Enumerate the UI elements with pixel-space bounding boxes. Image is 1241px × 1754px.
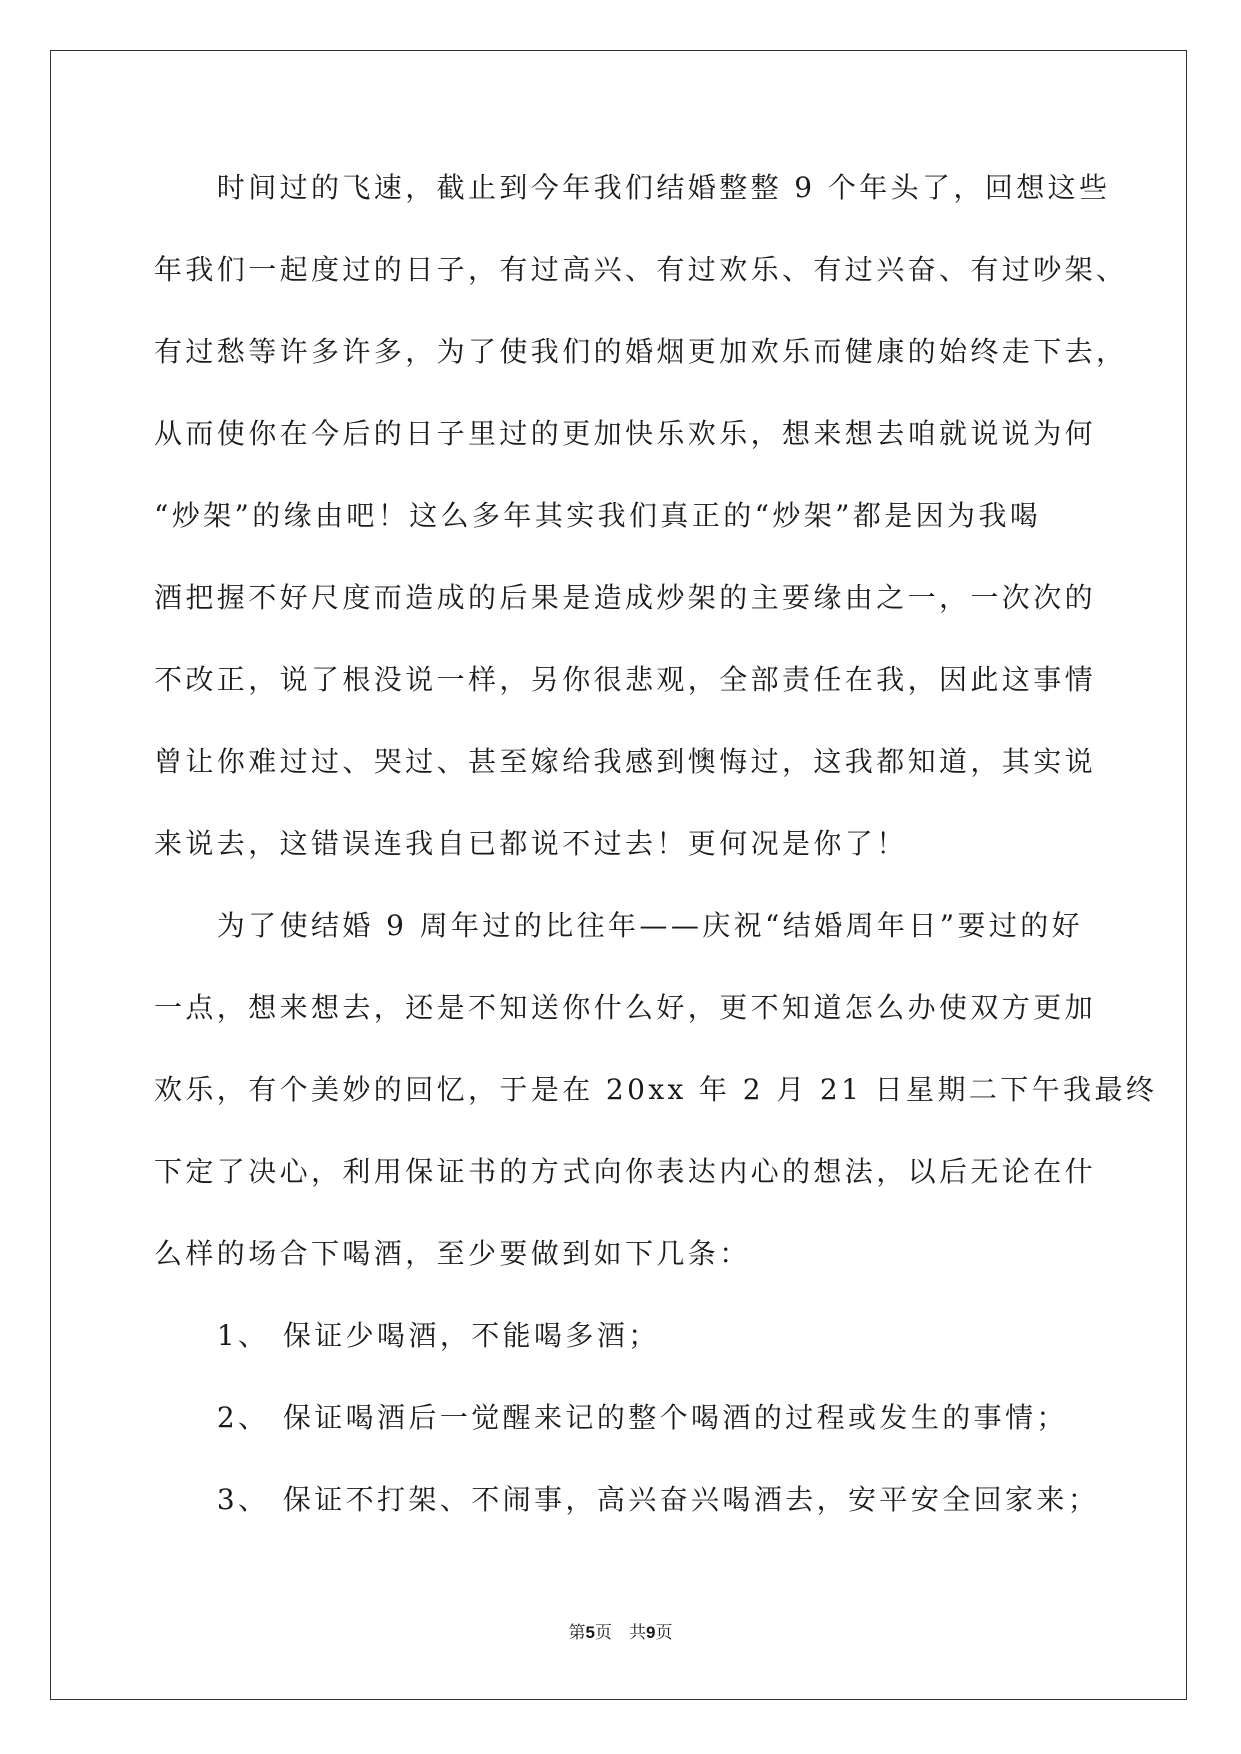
list-item: [154, 1394, 1094, 1476]
list-item-number: 3、: [216, 1483, 270, 1516]
page-total: 9: [646, 1623, 656, 1642]
text-line: 一点，想来想去，还是不知送你什么好，更不知道怎么办使双方更加: [154, 991, 1097, 1024]
list-item-text: 保证不打架、不闹事，高兴奋兴喝酒去，安平安全回家来；: [282, 1483, 1100, 1516]
page-number: 5: [585, 1623, 595, 1642]
text-line: 来说去，这错误连我自已都说不过去！更何况是你了！: [154, 827, 908, 860]
list-item-number: 2、: [216, 1401, 270, 1434]
list-item: [154, 1312, 1094, 1394]
text-line: 不改正，说了根没说一样，另你很悲观，全部责任在我，因此这事情: [154, 663, 1097, 696]
footer-mid: 页 共: [595, 1623, 646, 1643]
footer-suffix: 页: [655, 1623, 673, 1643]
text-line: “炒架”的缘由吧！这么多年其实我们真正的“炒架”都是因为我喝: [154, 499, 1042, 532]
list-item-text: 保证喝酒后一觉醒来记的整个喝酒的过程或发生的事情；: [282, 1401, 1068, 1434]
footer-prefix: 第: [568, 1623, 586, 1643]
list-item-text: 保证少喝酒，不能喝多酒；: [282, 1319, 660, 1352]
text-line: 酒把握不好尺度而造成的后果是造成炒架的主要缘由之一，一次次的: [154, 581, 1097, 614]
text-line: 为了使结婚 9 周年过的比往年——庆祝“结婚周年日”要过的好: [154, 909, 1084, 942]
text-line: 下定了决心，利用保证书的方式向你表达内心的想法，以后无论在什: [154, 1155, 1097, 1188]
list-item: [154, 1476, 1100, 1558]
text-line: 有过愁等许多许多，为了使我们的婚烟更加欢乐而健康的始终走下去，: [154, 335, 1128, 368]
document-body: [154, 164, 1158, 1558]
text-line: 从而使你在今后的日子里过的更加快乐欢乐，想来想去咱就说说为何: [154, 417, 1097, 450]
text-line: 欢乐，有个美妙的回忆，于是在 20xx 年 2 月 21 日星期二下午我最终: [154, 1073, 1158, 1106]
page-footer: [0, 1618, 1241, 1643]
list-item-number: 1、: [216, 1319, 270, 1352]
text-line: 年我们一起度过的日子，有过高兴、有过欢乐、有过兴奋、有过吵架、: [154, 253, 1128, 286]
text-line: 么样的场合下喝酒，至少要做到如下几条：: [154, 1237, 751, 1270]
text-line: 曾让你难过过、哭过、甚至嫁给我感到懊悔过，这我都知道，其实说: [154, 745, 1097, 778]
text-line: 时间过的飞速，截止到今年我们结婚整整 9 个年头了，回想这些: [154, 171, 1111, 204]
